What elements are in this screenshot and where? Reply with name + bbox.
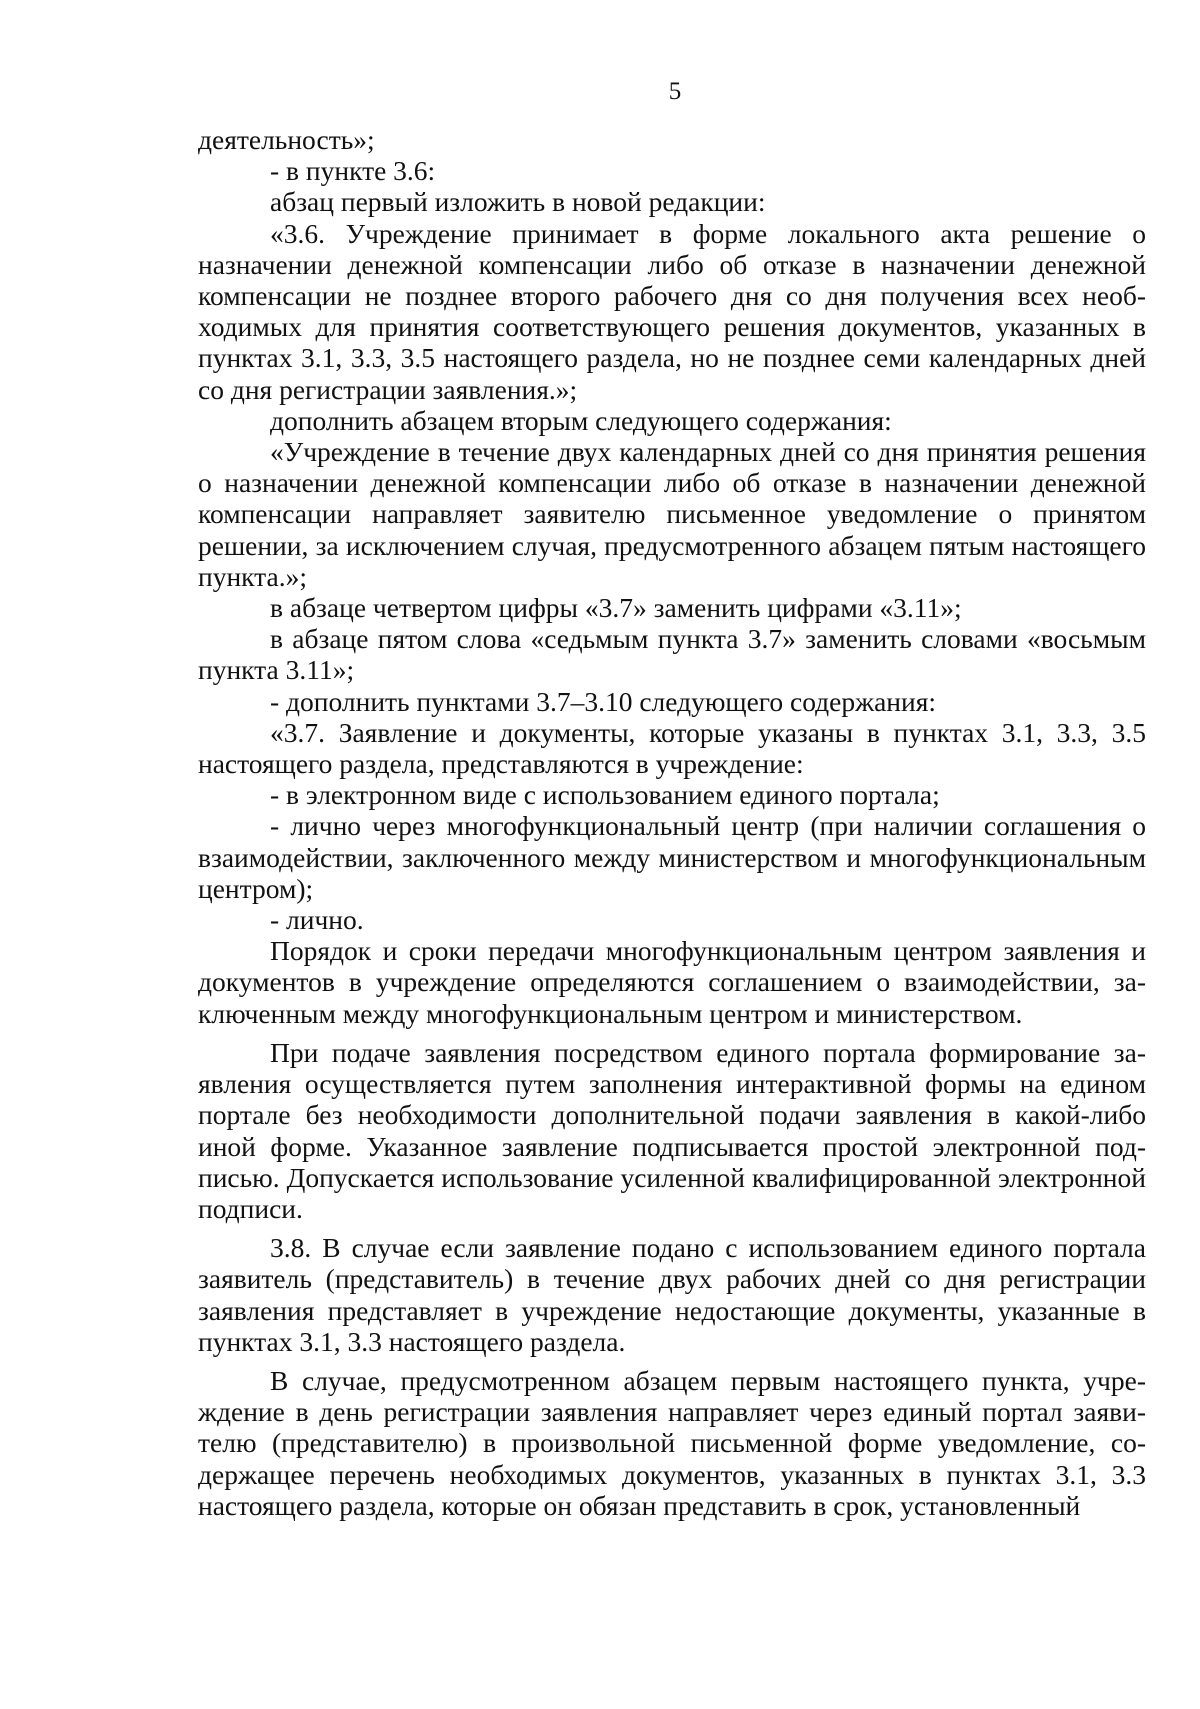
paragraph-body: В случае, предусмотренном абзацем первым настоящего пункта, учреждение в день регистрации заявления направляет через единый портал заявителю (представителю) в произвольной письменной форме уведомление, содержащее перечень необходимых документов, указанных в пунктах 3.1, 3.3 настоящего раздела, которые он обязан представить в срок, установленный [198, 1364, 1146, 1521]
list-item: - в электронном виде с использованием единого портала; [270, 779, 940, 811]
list-item: - лично. [270, 904, 364, 936]
paragraph-instruction: в абзаце четвертом цифры «3.7» заменить цифрами «3.11»; [270, 592, 962, 624]
paragraph-instruction: в абзаце пятом слова «седьмым пункта 3.7» заменить словами «восьмым пункта 3.11»; [198, 623, 1146, 686]
list-item: - лично через многофункциональный центр (при наличии соглашения о взаимодействии, заключенного между министерством и многофункциональным центром); [198, 810, 1146, 904]
paragraph-clause-3-7: «3.7. Заявление и документы, которые указаны в пунктах 3.1, 3.3, 3.5 настоящего раздела, представляются в учреждение: [198, 716, 1146, 780]
paragraph-instruction: - дополнить пунктами 3.7–3.10 следующего содержания: [270, 685, 937, 717]
paragraph-clause-3-8: 3.8. В случае если заявление подано с использованием единого портала заявитель (представитель) в течение двух рабочих дней со дня регистрации заявления представляет в учреждение недостающие документы, указанные в пунктах 3.1, 3.3 настоящего раздела. [198, 1232, 1146, 1357]
paragraph-clause-second-abzac: «Учреждение в течение двух календарных дней со дня принятия решения о назначении денежной компенсации либо об отказе в назначении денежной компенсации направляет заявителю письменное уведомление о принятом решении, за исключением случая, предусмотренного абзацем пятым настоящего пункта.»; [198, 436, 1146, 592]
paragraph-continuation: деятельность»; [198, 124, 375, 155]
paragraph-item-3-6-intro: - в пункте 3.6: [270, 155, 436, 187]
paragraph-clause-3-6: «3.6. Учреждение принимает в форме локального акта решение о назначении денежной компенсации либо об отказе в назначении денежной компенсации не позднее второго рабочего дня со дня получения всех необходимых для принятия соответствующего решения документов, указанных в пунктах 3.1, 3.3, 3.5 настоящего раздела, но не позднее семи календарных дней со дня регистрации заявления.»; [198, 217, 1146, 405]
document-body [198, 124, 1146, 1521]
paragraph-body: При подаче заявления посредством единого портала формирование заявления осуществляется путем заполнения интерактивной формы на едином портале без необходимости дополнительной подачи заявления в какой-либо иной форме. Указанное заявление подписывается простой электронной подписью. Допускается использование усиленной квалифицированной электронной подписи. [198, 1036, 1146, 1224]
page-number: 5 [668, 78, 682, 105]
paragraph-body: Порядок и сроки передачи многофункциональным центром заявления и документов в учреждение определяются соглашением о взаимодействии, заключенным между многофункциональным центром и министерством. [198, 935, 1146, 1029]
paragraph-instruction: абзац первый изложить в новой редакции: [270, 186, 766, 218]
paragraph-instruction: дополнить абзацем вторым следующего содержания: [270, 404, 892, 436]
